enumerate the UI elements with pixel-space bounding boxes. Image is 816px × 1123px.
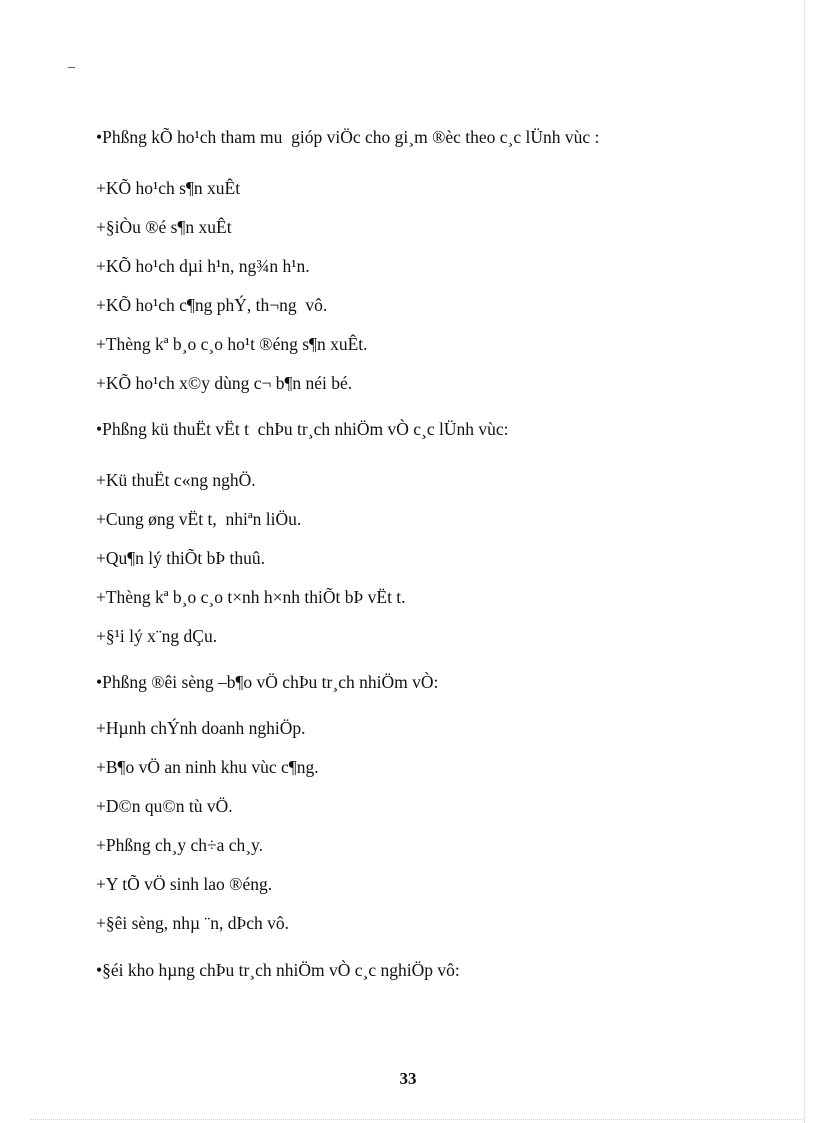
list-item: +KÕ ho¹ch x©y dùng c¬ b¶n néi bé. — [96, 373, 353, 393]
page-number: 33 — [399, 1069, 417, 1088]
page-edge-divider — [804, 0, 805, 1123]
list-item: +KÕ ho¹ch dµi h¹n, ng¾n h¹n. — [96, 256, 310, 276]
section-heading-technical: •Phßng kü thuËt vËt t chÞu tr¸ch nhiÖm vÒ c¸c lÜnh vùc: — [96, 419, 509, 439]
section-heading-warehouse: •§éi kho hµng chÞu tr¸ch nhiÖm vÒ c¸c nghiÖp vô: — [96, 960, 460, 980]
section-heading-welfare: •Phßng ®êi sèng –b¶o vÖ chÞu tr¸ch nhiÖm vÒ: — [96, 672, 439, 692]
list-item: +Y tÕ vÖ sinh lao ®éng. — [96, 874, 273, 894]
list-item: +Phßng ch¸y ch÷a ch¸y. — [96, 835, 264, 855]
list-item: +§êi sèng, nhµ ¨n, dÞch vô. — [96, 913, 289, 933]
list-item: +Qu¶n lý thiÕt bÞ thuû. — [96, 548, 265, 568]
list-item: +Thèng kª b¸o c¸o ho¹t ®éng s¶n xuÊt. — [96, 334, 368, 354]
list-item: +KÕ ho¹ch c¶ng phÝ, th¬ng vô. — [96, 295, 328, 315]
list-item: +Cung øng vËt t, nhiªn liÖu. — [96, 509, 302, 529]
list-item: +Hµnh chÝnh doanh nghiÖp. — [96, 718, 306, 738]
list-item: +Thèng kª b¸o c¸o t×nh h×nh thiÕt bÞ vËt t. — [96, 587, 406, 607]
page-bottom-divider — [30, 1119, 804, 1120]
list-item: +B¶o vÖ an ninh khu vùc c¶ng. — [96, 757, 319, 777]
list-item: +§iÒu ®é s¶n xuÊt — [96, 217, 232, 237]
list-item: +Kü thuËt c«ng nghÖ. — [96, 470, 256, 490]
section-heading-planning: •Phßng kÕ ho¹ch tham mu gióp viÖc cho gi¸m ®èc theo c¸c lÜnh vùc : — [96, 127, 600, 147]
list-item: +§¹i lý x¨ng dÇu. — [96, 626, 218, 646]
list-item: +D©n qu©n tù vÖ. — [96, 796, 233, 816]
header-mark: _ — [68, 55, 75, 70]
list-item: +KÕ ho¹ch s¶n xuÊt — [96, 178, 241, 198]
